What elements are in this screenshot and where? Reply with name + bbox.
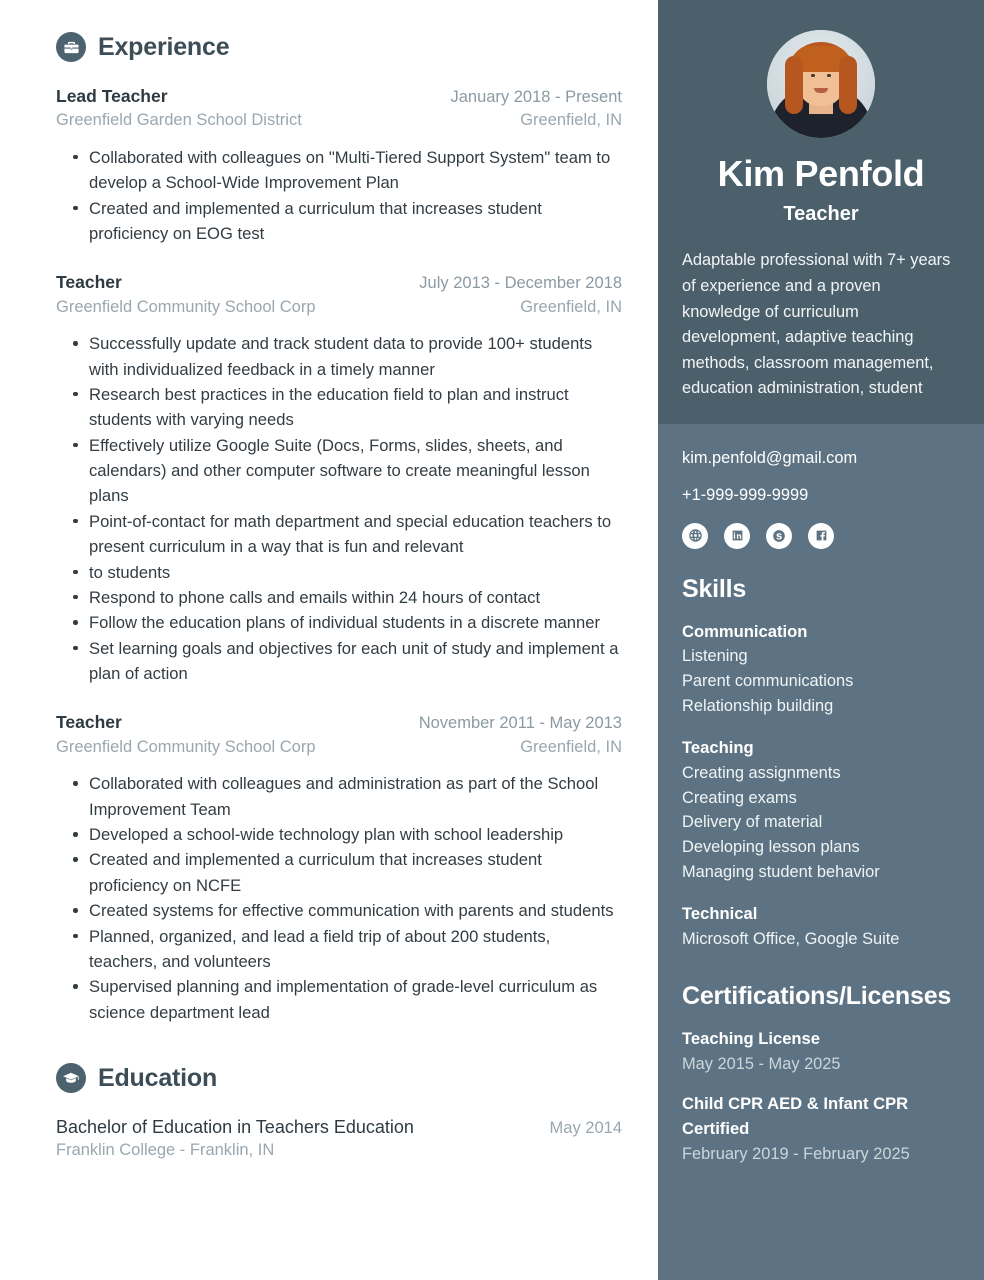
skill-item: Creating assignments xyxy=(682,764,841,783)
education-list xyxy=(56,1115,622,1160)
experience-organization: Greenfield Garden School District xyxy=(56,111,302,130)
experience-job-title: Lead Teacher xyxy=(56,86,168,106)
experience-entry-title-row xyxy=(56,84,622,109)
experience-bullet: Follow the education plans of individual students in a discrete manner xyxy=(87,610,622,635)
skill-item: Listening xyxy=(682,647,748,666)
experience-bullet: Planned, organized, and lead a field trip of about 200 students, teachers, and volunteers xyxy=(87,924,622,975)
experience-list xyxy=(56,84,622,1025)
certification-name: Teaching License xyxy=(682,1028,821,1048)
education-title: Education xyxy=(98,1063,218,1092)
experience-bullet: Collaborated with colleagues and administration as part of the School Improvement Team xyxy=(87,771,622,822)
skill-item: Relationship building xyxy=(682,696,834,715)
candidate-role: Teacher xyxy=(783,203,859,226)
experience-job-date: November 2011 - May 2013 xyxy=(418,714,622,733)
skill-group xyxy=(682,736,960,884)
experience-bullet-list xyxy=(56,145,622,247)
experience-organization: Greenfield Community School Corp xyxy=(56,297,316,316)
experience-entry xyxy=(56,84,622,246)
avatar-hair-left xyxy=(785,56,803,114)
social-links xyxy=(682,523,960,549)
skill-group xyxy=(682,620,960,719)
skill-item: Managing student behavior xyxy=(682,862,880,881)
experience-job-title: Teacher xyxy=(56,272,122,293)
experience-job-date: January 2018 - Present xyxy=(450,88,622,106)
certification-entry xyxy=(682,1027,960,1077)
experience-bullet: Supervised planning and implementation of grade-level curriculum as science department lead xyxy=(87,974,622,1025)
certifications-list xyxy=(682,1027,960,1167)
website-icon[interactable] xyxy=(682,523,708,549)
skill-item: Delivery of material xyxy=(682,813,823,832)
education-entry-degree-row xyxy=(56,1115,622,1141)
avatar-hair-right xyxy=(839,56,857,114)
certification-date: February 2019 - February 2025 xyxy=(682,1144,910,1163)
skill-category: Communication xyxy=(682,621,808,641)
experience-bullet: Effectively utilize Google Suite (Docs, Forms, slides, sheets, and calendars) and other computer software to create meaningful lesson plans xyxy=(87,433,622,509)
experience-location: Greenfield, IN xyxy=(520,297,622,316)
skill-item: Creating exams xyxy=(682,788,797,807)
facebook-icon[interactable] xyxy=(808,523,834,549)
experience-entry xyxy=(56,270,622,686)
skills-list xyxy=(682,620,960,952)
experience-entry-title-row xyxy=(56,270,622,295)
skills-title: Skills xyxy=(682,574,747,603)
certifications-title: Certifications/Licenses xyxy=(682,981,952,1010)
experience-bullet: Developed a school-wide technology plan with school leadership xyxy=(87,822,622,847)
contact-email[interactable]: kim.penfold@gmail.com xyxy=(682,448,858,467)
education-date: May 2014 xyxy=(549,1119,622,1138)
experience-entry-org-row xyxy=(56,109,622,132)
experience-entry xyxy=(56,710,622,1025)
sidebar-header xyxy=(658,0,984,424)
experience-section-header xyxy=(56,32,622,62)
avatar-eye-left xyxy=(811,74,815,77)
candidate-summary: Adaptable professional with 7+ years of experience and a proven knowledge of curriculum development, adaptive teaching methods, classroom management, education administration, student xyxy=(682,251,951,398)
experience-title: Experience xyxy=(98,32,230,61)
linkedin-icon[interactable] xyxy=(724,523,750,549)
experience-entry-org-row xyxy=(56,296,622,319)
certification-entry xyxy=(682,1092,960,1166)
experience-bullet: Respond to phone calls and emails within 24 hours of contact xyxy=(87,585,622,610)
experience-organization: Greenfield Community School Corp xyxy=(56,737,316,756)
experience-location: Greenfield, IN xyxy=(520,111,622,130)
avatar-eye-right xyxy=(827,74,831,77)
experience-entry-title-row xyxy=(56,710,622,735)
graduation-cap-icon xyxy=(56,1063,86,1093)
experience-bullet: Created systems for effective communication with parents and students xyxy=(87,898,622,923)
experience-bullet-list xyxy=(56,771,622,1025)
education-section-header xyxy=(56,1063,622,1093)
skill-item: Parent communications xyxy=(682,672,854,691)
candidate-name: Kim Penfold xyxy=(717,153,925,194)
experience-bullet: Created and implemented a curriculum that increases student proficiency on EOG test xyxy=(87,196,622,247)
sidebar xyxy=(658,0,984,1280)
experience-bullet-list xyxy=(56,331,622,686)
experience-entry-org-row xyxy=(56,736,622,759)
experience-job-date: July 2013 - December 2018 xyxy=(419,274,622,293)
education-school: Franklin College - Franklin, IN xyxy=(56,1140,275,1159)
experience-bullet: Collaborated with colleagues on "Multi-Tiered Support System" team to develop a School-Wide Improvement Plan xyxy=(87,145,622,196)
education-entry xyxy=(56,1115,622,1160)
experience-bullet: Point-of-contact for math department and special education teachers to present curriculum in a way that is fun and relevant xyxy=(87,509,622,560)
certification-name: Child CPR AED & Infant CPR Certified xyxy=(682,1094,909,1139)
skype-icon[interactable] xyxy=(766,523,792,549)
experience-bullet: to students xyxy=(87,560,622,585)
experience-bullet: Successfully update and track student data to provide 100+ students with individualized feedback in a timely manner xyxy=(87,331,622,382)
experience-job-title: Teacher xyxy=(56,712,122,733)
avatar-wrapper xyxy=(682,30,960,138)
contact-phone[interactable]: +1-999-999-9999 xyxy=(682,486,809,505)
skill-item: Developing lesson plans xyxy=(682,837,860,856)
experience-bullet: Created and implemented a curriculum that increases student proficiency on NCFE xyxy=(87,847,622,898)
avatar xyxy=(767,30,875,138)
skill-item: Microsoft Office, Google Suite xyxy=(682,930,900,949)
skill-category: Technical xyxy=(682,904,758,924)
certification-date: May 2015 - May 2025 xyxy=(682,1054,841,1073)
experience-bullet: Set learning goals and objectives for each unit of study and implement a plan of action xyxy=(87,636,622,687)
skill-category: Teaching xyxy=(682,738,754,758)
experience-bullet: Research best practices in the education field to plan and instruct students with varying needs xyxy=(87,382,622,433)
sidebar-body xyxy=(658,424,984,1167)
experience-location: Greenfield, IN xyxy=(520,737,622,756)
education-degree: Bachelor of Education in Teachers Education xyxy=(56,1117,414,1138)
briefcase-icon xyxy=(56,32,86,62)
skill-group xyxy=(682,902,960,952)
